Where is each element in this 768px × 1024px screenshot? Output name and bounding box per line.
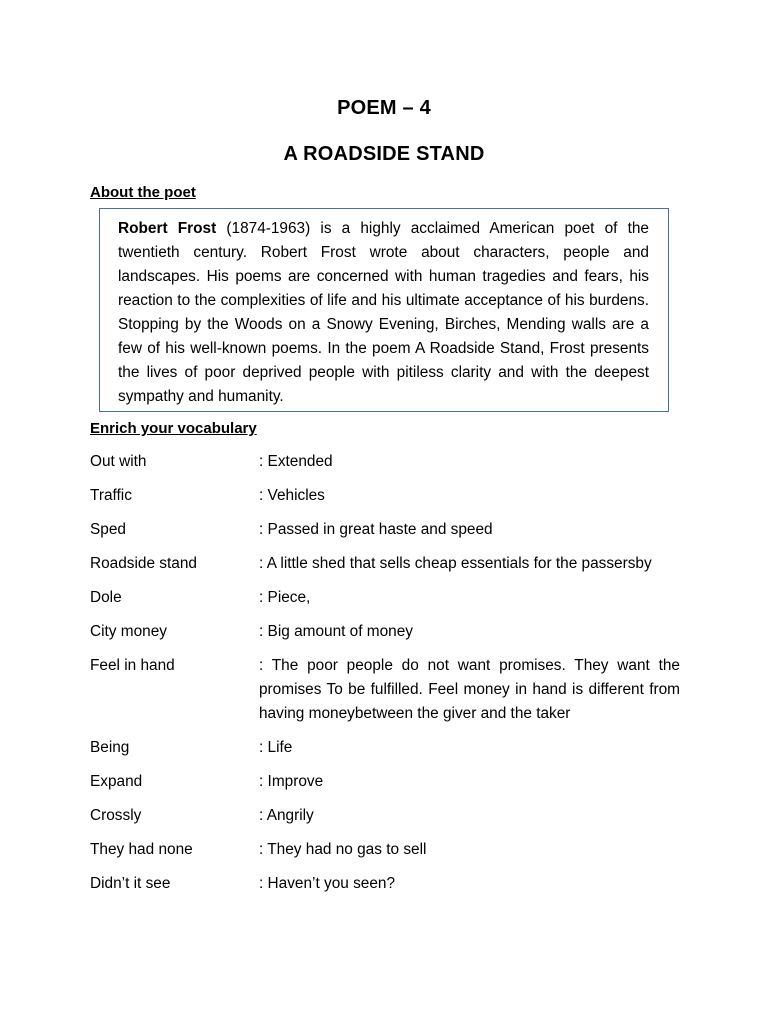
vocabulary-term: Sped bbox=[90, 521, 126, 538]
about-poet-box bbox=[99, 208, 669, 412]
vocabulary-term: Didn’t it see bbox=[90, 875, 171, 892]
vocabulary-definition: : Big amount of money bbox=[259, 623, 413, 640]
about-poet-paragraph bbox=[118, 217, 649, 409]
vocabulary-term: Dole bbox=[90, 589, 122, 606]
poet-name: Robert Frost bbox=[118, 220, 217, 237]
vocabulary-term: Crossly bbox=[90, 807, 142, 824]
vocabulary-definition: : Haven’t you seen? bbox=[259, 875, 396, 892]
vocabulary-term: Being bbox=[90, 739, 130, 756]
vocabulary-item bbox=[90, 450, 680, 474]
vocabulary-heading: Enrich your vocabulary bbox=[90, 420, 257, 437]
vocabulary-item bbox=[90, 586, 680, 610]
vocabulary-term: City money bbox=[90, 623, 167, 640]
vocabulary-definition: : Vehicles bbox=[259, 487, 325, 504]
poem-number-heading: POEM – 4 bbox=[337, 97, 431, 119]
vocabulary-term: They had none bbox=[90, 841, 193, 858]
vocabulary-term: Roadside stand bbox=[90, 555, 197, 572]
vocabulary-item bbox=[90, 872, 680, 896]
poet-description: (1874-1963) is a highly acclaimed American poet of the twentieth century. Robert Frost wrote about characters, people and landscapes. His poems are concerned with human tragedies and fears, his reaction to the complexities of life and his ultimate acceptance of his burdens. Stopping by the Woods on a Snowy Evening, Birches, Mending walls are a few of his well-known poems. In the poem A Roadside Stand, Frost presents the lives of poor deprived people with pitiless clarity and with the deepest sympathy and humanity. bbox=[118, 220, 649, 405]
vocabulary-item bbox=[90, 770, 680, 794]
vocabulary-item bbox=[90, 804, 680, 828]
vocabulary-item bbox=[90, 654, 680, 726]
vocabulary-term: Expand bbox=[90, 773, 143, 790]
vocabulary-definition: : Angrily bbox=[259, 807, 314, 824]
vocabulary-definition: : Piece, bbox=[259, 589, 311, 606]
vocabulary-term: Out with bbox=[90, 453, 147, 470]
vocabulary-definition: : Life bbox=[259, 739, 293, 756]
vocabulary-item bbox=[90, 838, 680, 862]
vocabulary-list bbox=[90, 450, 680, 906]
vocabulary-definition: : Improve bbox=[259, 773, 324, 790]
poem-title-heading: A ROADSIDE STAND bbox=[283, 143, 485, 165]
vocabulary-definition: : Extended bbox=[259, 453, 333, 470]
vocabulary-definition: : The poor people do not want promises. They want the promises To be fulfilled. Feel money in hand is different from having moneybetween the giver and the taker bbox=[259, 657, 680, 722]
vocabulary-item bbox=[90, 620, 680, 644]
vocabulary-definition: : A little shed that sells cheap essentials for the passersby bbox=[259, 555, 652, 572]
vocabulary-definition: : They had no gas to sell bbox=[259, 841, 427, 858]
vocabulary-item bbox=[90, 484, 680, 508]
vocabulary-item bbox=[90, 518, 680, 542]
vocabulary-term: Feel in hand bbox=[90, 657, 175, 674]
about-poet-heading: About the poet bbox=[90, 184, 196, 201]
vocabulary-item bbox=[90, 552, 680, 576]
vocabulary-definition: : Passed in great haste and speed bbox=[259, 521, 493, 538]
vocabulary-term: Traffic bbox=[90, 487, 132, 504]
vocabulary-item bbox=[90, 736, 680, 760]
